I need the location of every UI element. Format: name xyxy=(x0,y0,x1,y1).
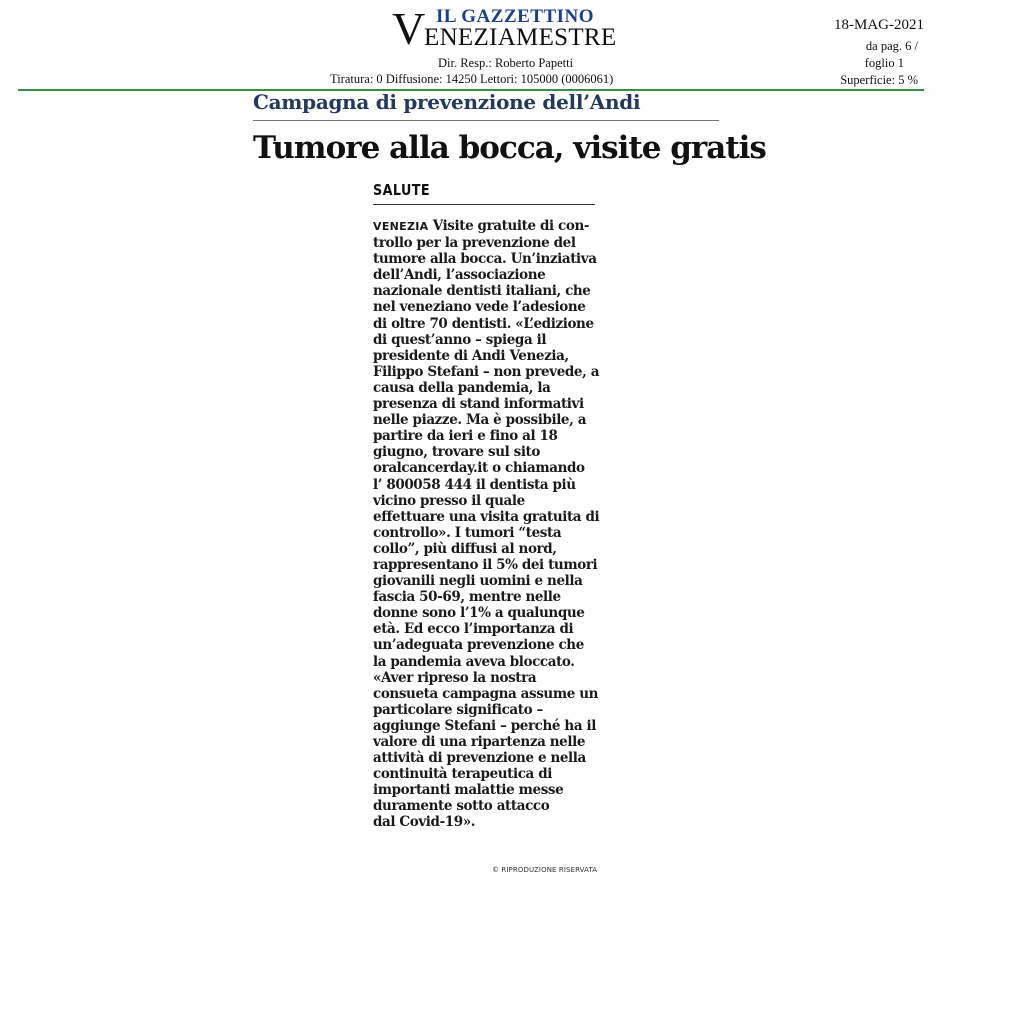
circulation-line: Tiratura: 0 Diffusione: 14250 Lettori: 105000 (0006061) xyxy=(330,72,614,86)
section-label: SALUTE xyxy=(373,181,431,199)
body-line: dell’Andi, l’associazione xyxy=(373,267,546,284)
body-line: la pandemia aveva bloccato. xyxy=(373,653,575,670)
copyright-notice: © RIPRODUZIONE RISERVATA xyxy=(492,866,598,874)
body-line: rappresentano il 5% dei tumori xyxy=(373,556,598,573)
body-line: continuità terapeutica di xyxy=(373,766,552,783)
body-line: nazionale dentisti italiani, che xyxy=(373,283,591,300)
body-line: controllo». I tumori “testa xyxy=(373,524,562,541)
body-line: fascia 50-69, mentre nelle xyxy=(373,589,561,606)
body-line: presenza di stand informativi xyxy=(373,396,584,413)
body-line: «Aver ripreso la nostra xyxy=(373,669,537,686)
body-line: valore di una ripartenza nelle xyxy=(373,734,586,750)
body-line: duramente sotto attacco xyxy=(373,798,550,815)
article-body xyxy=(373,218,613,831)
body-line: di oltre 70 dentisti. «L’edizione xyxy=(373,315,594,332)
body-line: presidente di Andi Venezia, xyxy=(373,347,569,364)
body-line: collo”, più diffusi al nord, xyxy=(373,540,557,557)
body-line-1: VENEZIA Visite gratuite di con- xyxy=(373,218,590,234)
logo-veneziamestre: ENEZIAMESTRE xyxy=(424,24,617,51)
body-line: oralcancerday.it o chiamando xyxy=(373,460,585,477)
masthead xyxy=(0,0,1016,95)
body-line: attività di prevenzione e nella xyxy=(373,750,586,767)
body-line: giovanili negli uomini e nella xyxy=(373,573,583,590)
page-reference: da pag. 6 / xyxy=(865,39,918,53)
body-line: particolare significato – xyxy=(373,701,543,718)
body-line: importanti malattie messe xyxy=(373,782,564,799)
article-kicker: Campagna di prevenzione dell’Andi xyxy=(253,90,641,114)
body-line: età. Ed ecco l’importanza di xyxy=(373,621,574,638)
body-line: un’adeguata prevenzione che xyxy=(373,637,584,654)
article-headline: Tumore alla bocca, visite gratis xyxy=(253,130,766,166)
body-line: Filippo Stefani – non prevede, a xyxy=(373,363,600,380)
body-line: di quest’anno – spiega il xyxy=(373,331,547,348)
publication-date: 18-MAG-2021 xyxy=(834,17,924,33)
body-line: giugno, trovare sul sito xyxy=(373,444,541,461)
body-line: trollo per la prevenzione del xyxy=(373,235,576,252)
body-line: partire da ieri e fino al 18 xyxy=(373,428,558,445)
body-line: l’ 800058 444 il dentista più xyxy=(373,476,576,493)
dateline: VENEZIA xyxy=(373,220,429,233)
surface-percentage: Superficie: 5 % xyxy=(840,73,918,87)
logo-il-gazzettino: IL GAZZETTINO xyxy=(436,6,595,27)
body-line: donne sono l’1% a qualunque xyxy=(373,605,585,622)
logo-letter-v: V xyxy=(392,3,426,54)
sheet-reference: foglio 1 xyxy=(864,56,904,70)
section-underline xyxy=(373,204,595,205)
body-line: vicino presso il quale xyxy=(373,492,525,509)
body-line: consueta campagna assume un xyxy=(373,685,599,702)
body-line: dal Covid-19». xyxy=(373,814,476,831)
body-line: tumore alla bocca. Un’inziativa xyxy=(373,251,597,268)
kicker-underline xyxy=(253,120,719,121)
body-line: nel veneziano vede l’adesione xyxy=(373,299,586,316)
director-line: Dir. Resp.: Roberto Papetti xyxy=(438,56,574,70)
body-line: effettuare una visita gratuita di xyxy=(373,508,600,525)
body-line: aggiunge Stefani – perché ha il xyxy=(373,717,596,734)
body-line: causa della pandemia, la xyxy=(373,379,551,396)
body-line: nelle piazze. Ma è possibile, a xyxy=(373,412,587,429)
